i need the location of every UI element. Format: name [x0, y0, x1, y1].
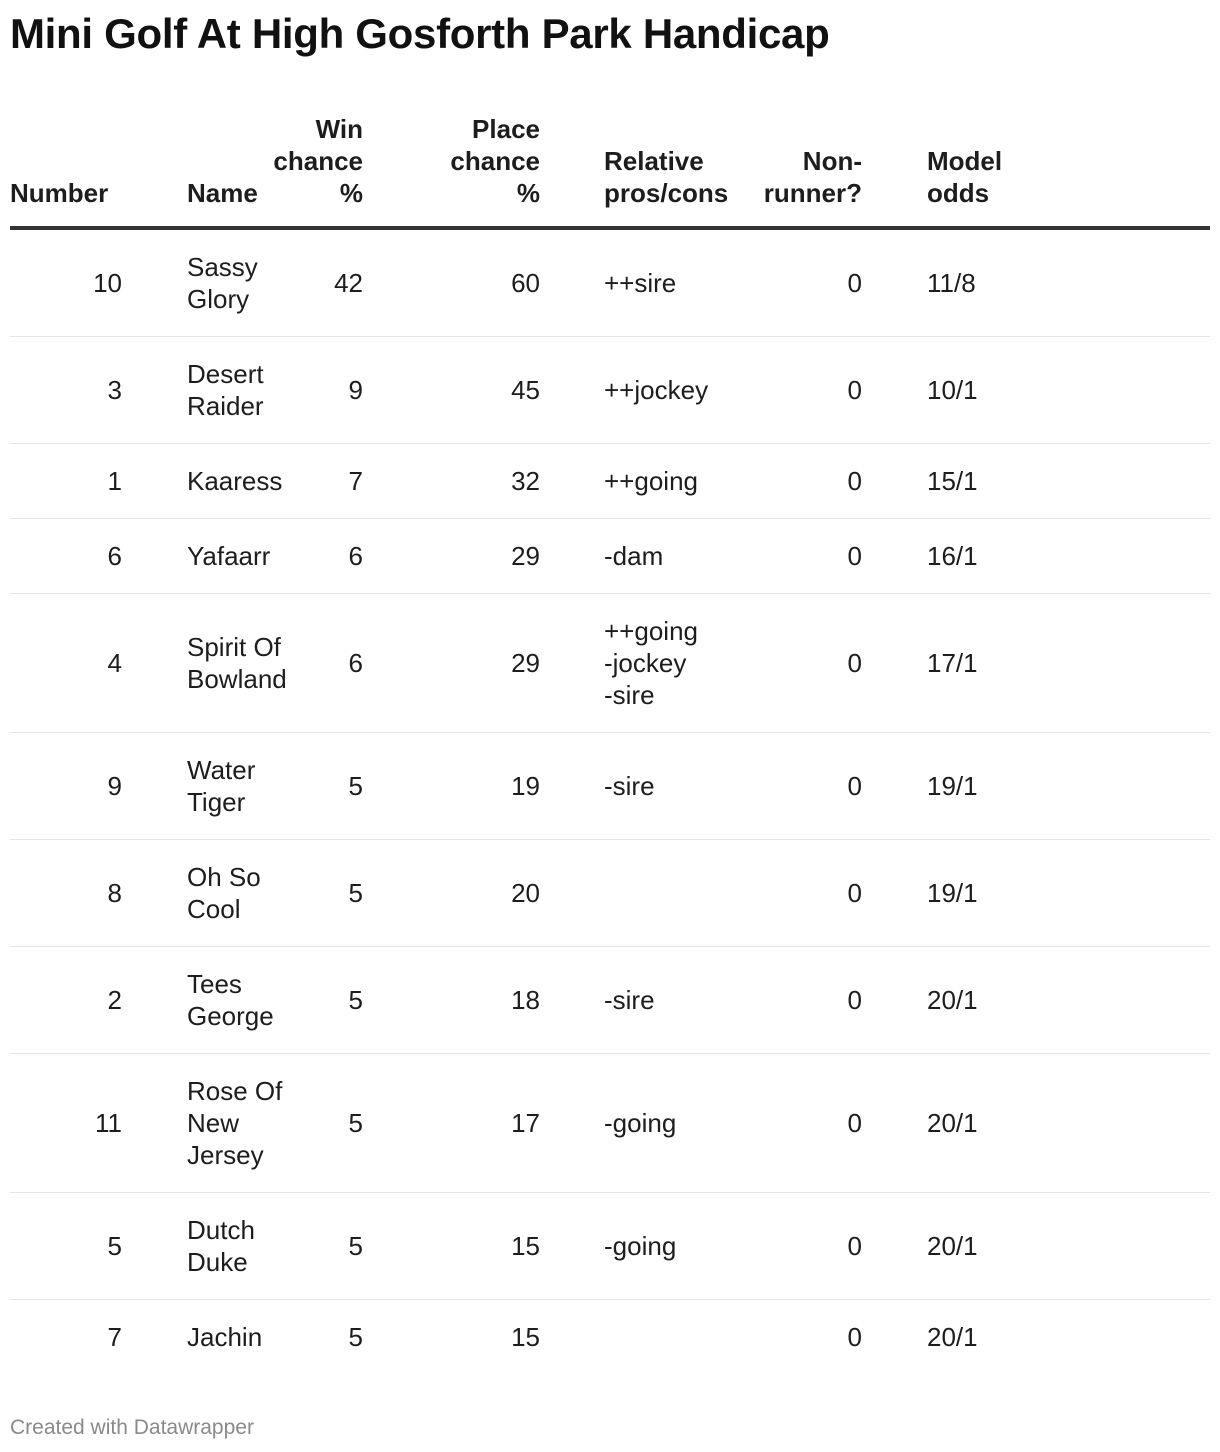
row-pros-cons-text: ++going [604, 466, 698, 496]
row-number [10, 840, 122, 947]
row-pros-cons-text: ++going -jockey -sire [604, 616, 698, 710]
row-pros-cons [540, 1300, 722, 1375]
row-number-text: 3 [107, 375, 122, 405]
row-place-chance-text: 17 [511, 1108, 540, 1138]
row-name-text: Kaaress [187, 466, 283, 496]
table-row [10, 444, 1210, 519]
row-place-chance [363, 1300, 540, 1375]
table-row [10, 594, 1210, 733]
row-name-text: Sassy Glory [187, 252, 258, 314]
row-name [122, 228, 258, 337]
row-model-odds-text: 19/1 [927, 878, 978, 908]
row-name [122, 1054, 283, 1193]
row-place-chance [363, 1054, 540, 1193]
row-name-text: Desert Raider [187, 359, 264, 421]
table-row [10, 519, 1210, 594]
row-name-text: Yafaarr [187, 541, 271, 571]
row-pros-cons [540, 733, 722, 840]
row-place-chance-text: 29 [511, 648, 540, 678]
table-row [10, 228, 1210, 337]
row-non-runner-text: 0 [847, 1322, 862, 1352]
row-win-chance-text: 6 [348, 648, 363, 678]
row-non-runner [722, 444, 862, 519]
row-place-chance-text: 19 [511, 771, 540, 801]
row-non-runner [722, 594, 862, 733]
row-number [10, 733, 122, 840]
row-place-chance [363, 840, 540, 947]
row-name [122, 733, 256, 840]
row-model-odds-text: 17/1 [927, 648, 978, 678]
row-model-odds-text: 19/1 [927, 771, 978, 801]
table-row [10, 337, 1210, 444]
row-name-text: Tees George [187, 969, 274, 1031]
row-place-chance [363, 444, 540, 519]
row-pros-cons-text: ++jockey [604, 375, 709, 405]
row-number-text: 9 [107, 771, 122, 801]
row-non-runner-text: 0 [847, 985, 862, 1015]
row-number [10, 337, 122, 444]
row-place-chance-text: 45 [511, 375, 540, 405]
row-place-chance-text: 20 [511, 878, 540, 908]
row-pros-cons [540, 1193, 722, 1300]
row-name-text: Dutch Duke [187, 1215, 255, 1277]
row-name-text: Water Tiger [187, 755, 256, 817]
row-model-odds-text: 15/1 [927, 466, 978, 496]
row-non-runner-text: 0 [847, 771, 862, 801]
row-number [10, 228, 122, 337]
row-number-text: 4 [107, 648, 122, 678]
row-number [10, 947, 122, 1054]
row-number [10, 444, 122, 519]
row-pros-cons [540, 337, 722, 444]
row-non-runner [722, 1193, 862, 1300]
row-name [122, 519, 271, 594]
row-win-chance-text: 5 [348, 1322, 363, 1352]
row-pros-cons [540, 1054, 722, 1193]
row-name [122, 594, 287, 733]
row-non-runner-text: 0 [847, 878, 862, 908]
row-win-chance-text: 7 [348, 466, 363, 496]
row-model-odds [862, 337, 1210, 444]
row-win-chance-text: 5 [348, 878, 363, 908]
row-number [10, 1054, 122, 1193]
row-non-runner-text: 0 [847, 541, 862, 571]
row-place-chance-text: 60 [511, 268, 540, 298]
row-pros-cons [540, 444, 722, 519]
row-name [122, 1193, 255, 1300]
row-win-chance-text: 9 [348, 375, 363, 405]
row-number-text: 6 [107, 541, 122, 571]
header-non-runner[interactable]: Non-runner? [722, 113, 862, 228]
row-model-odds-text: 20/1 [927, 985, 978, 1015]
table-body [10, 228, 1210, 1374]
row-name-text: Rose Of New Jersey [187, 1076, 283, 1170]
odds-table [10, 113, 1210, 1374]
row-model-odds-text: 20/1 [927, 1231, 978, 1261]
header-model-odds[interactable]: Model odds [862, 113, 1210, 228]
row-place-chance-text: 29 [511, 541, 540, 571]
row-win-chance-text: 5 [348, 985, 363, 1015]
row-non-runner [722, 840, 862, 947]
row-number-text: 10 [93, 268, 122, 298]
table-row [10, 947, 1210, 1054]
row-pros-cons [540, 519, 722, 594]
row-place-chance [363, 947, 540, 1054]
row-non-runner-text: 0 [847, 375, 862, 405]
row-non-runner [722, 1300, 862, 1375]
row-name [122, 840, 261, 947]
row-pros-cons-text: -dam [604, 541, 664, 571]
row-pros-cons-text: -sire [604, 985, 655, 1015]
row-name [122, 337, 264, 444]
row-number [10, 519, 122, 594]
row-non-runner-text: 0 [847, 268, 862, 298]
row-number [10, 1193, 122, 1300]
row-non-runner [722, 733, 862, 840]
row-number-text: 7 [107, 1322, 122, 1352]
row-pros-cons-text: -going [604, 1108, 677, 1138]
row-non-runner-text: 0 [847, 1231, 862, 1261]
row-model-odds [862, 947, 1210, 1054]
row-win-chance-text: 5 [348, 1108, 363, 1138]
row-non-runner [722, 1054, 862, 1193]
row-place-chance [363, 733, 540, 840]
row-name [122, 947, 274, 1054]
row-model-odds [862, 444, 1210, 519]
row-model-odds [862, 1193, 1210, 1300]
row-place-chance-text: 15 [511, 1231, 540, 1261]
row-win-chance-text: 42 [334, 268, 363, 298]
row-model-odds-text: 11/8 [927, 268, 976, 298]
row-number-text: 1 [107, 466, 122, 496]
row-place-chance [363, 594, 540, 733]
row-model-odds [862, 519, 1210, 594]
row-model-odds [862, 228, 1210, 337]
row-model-odds [862, 840, 1210, 947]
row-model-odds [862, 733, 1210, 840]
row-non-runner-text: 0 [847, 1108, 862, 1138]
header-win-chance[interactable]: Win chance % [242, 113, 363, 228]
table-row [10, 1054, 1210, 1193]
row-pros-cons [540, 840, 722, 947]
header-pros-cons[interactable]: Relative pros/cons [540, 113, 722, 228]
row-model-odds [862, 1300, 1210, 1375]
row-name [122, 444, 283, 519]
row-name-text: Jachin [187, 1322, 263, 1352]
row-number [10, 1300, 122, 1375]
table-row [10, 1193, 1210, 1300]
row-pros-cons-text: -sire [604, 771, 655, 801]
table-row [10, 733, 1210, 840]
table-row [10, 1300, 1210, 1375]
row-model-odds-text: 10/1 [927, 375, 978, 405]
footer-credit: Created with Datawrapper [10, 1416, 254, 1439]
row-pros-cons-text: -going [604, 1231, 677, 1261]
row-non-runner [722, 947, 862, 1054]
row-place-chance [363, 1193, 540, 1300]
row-pros-cons-text: ++sire [604, 268, 677, 298]
row-model-odds-text: 20/1 [927, 1108, 978, 1138]
row-model-odds [862, 594, 1210, 733]
row-non-runner-text: 0 [847, 648, 862, 678]
row-non-runner [722, 337, 862, 444]
row-pros-cons [540, 228, 722, 337]
row-pros-cons [540, 947, 722, 1054]
row-name-text: Oh So Cool [187, 862, 261, 924]
row-number-text: 5 [107, 1231, 122, 1261]
row-place-chance-text: 18 [511, 985, 540, 1015]
row-win-chance-text: 5 [348, 1231, 363, 1261]
row-non-runner [722, 519, 862, 594]
row-name-text: Spirit Of Bowland [187, 632, 287, 694]
row-model-odds-text: 16/1 [927, 541, 978, 571]
table-header-row [10, 113, 1210, 228]
row-place-chance-text: 15 [511, 1322, 540, 1352]
header-place-chance[interactable]: Place chance % [363, 113, 540, 228]
row-place-chance [363, 228, 540, 337]
row-non-runner [722, 228, 862, 337]
header-name[interactable]: Name [122, 113, 242, 228]
row-place-chance [363, 519, 540, 594]
row-pros-cons [540, 594, 722, 733]
row-place-chance-text: 32 [511, 466, 540, 496]
row-number-text: 11 [95, 1108, 122, 1138]
row-number-text: 2 [107, 985, 122, 1015]
header-number[interactable]: Number [10, 113, 122, 228]
row-model-odds-text: 20/1 [927, 1322, 978, 1352]
row-name [122, 1300, 263, 1375]
row-win-chance-text: 5 [348, 771, 363, 801]
table-row [10, 840, 1210, 947]
row-model-odds [862, 1054, 1210, 1193]
chart-title: Mini Golf At High Gosforth Park Handicap [10, 10, 830, 57]
row-win-chance-text: 6 [348, 541, 363, 571]
row-non-runner-text: 0 [847, 466, 862, 496]
row-number-text: 8 [107, 878, 122, 908]
row-number [10, 594, 122, 733]
row-place-chance [363, 337, 540, 444]
